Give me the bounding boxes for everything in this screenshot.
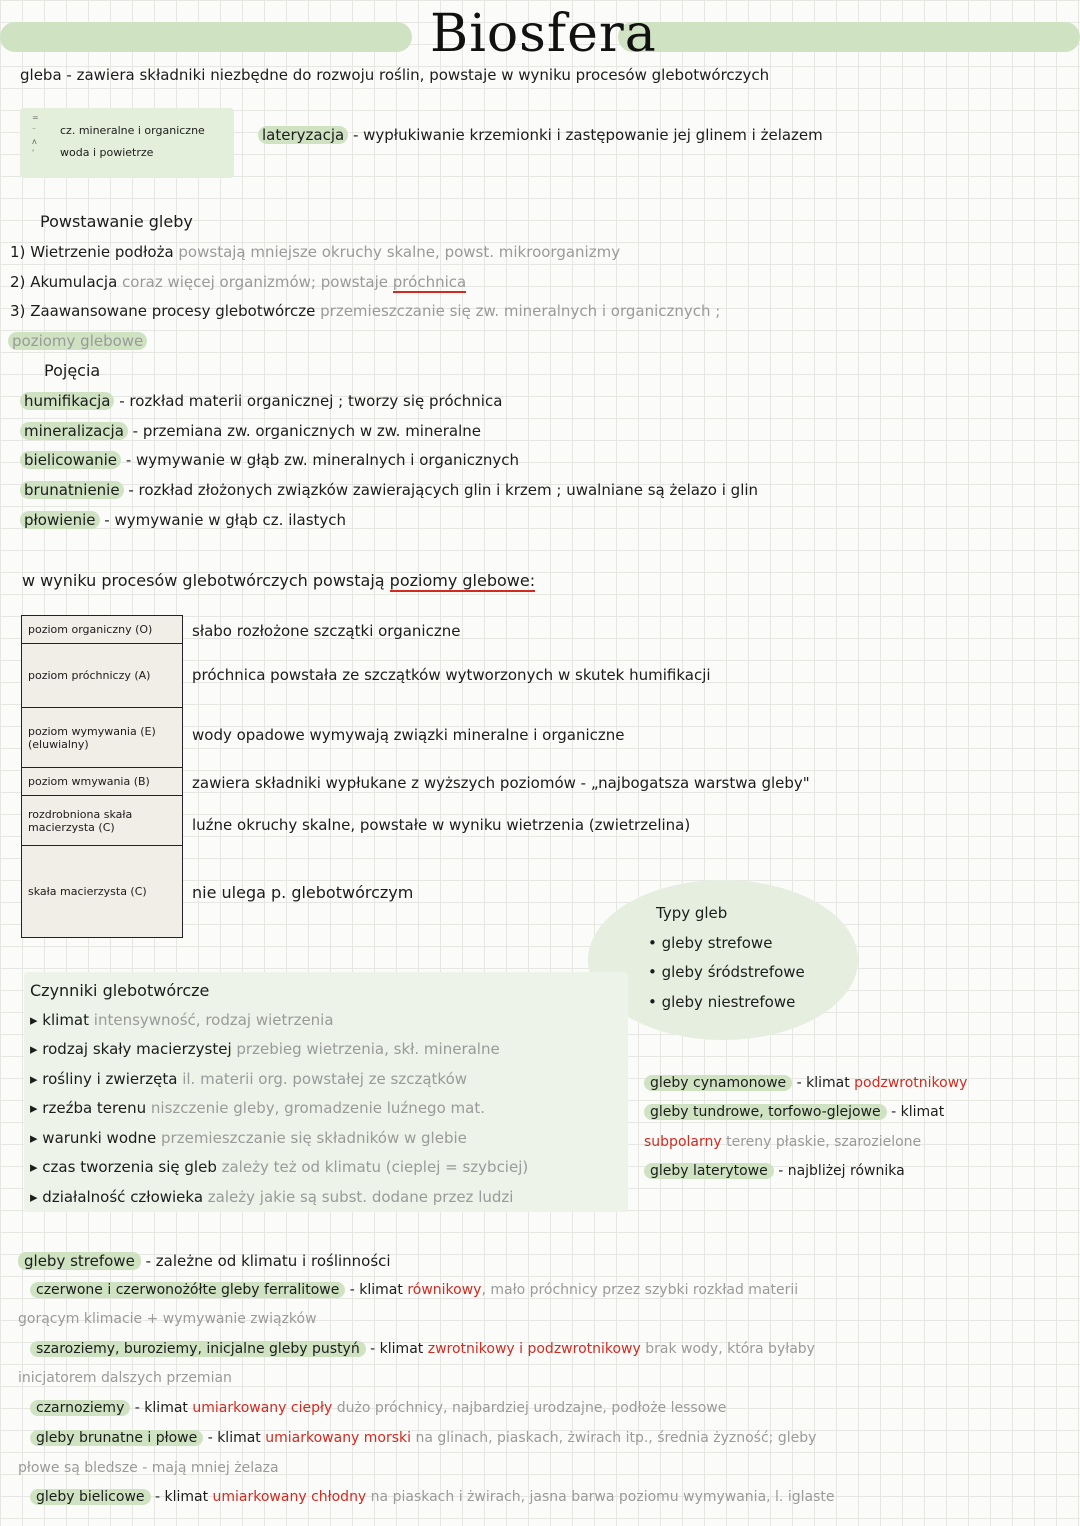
composition-line-2: woda i powietrze xyxy=(60,146,154,159)
concept-text: - wymywanie w głąb zw. mineralnych i organicznych xyxy=(121,451,519,469)
formation-tail-text: poziomy glebowe xyxy=(8,332,147,350)
step-number: 2) xyxy=(10,273,26,291)
zonal-line-4 xyxy=(30,1341,815,1357)
zonal-text: - klimat xyxy=(345,1282,408,1298)
step-note: coraz więcej organizmów; powstaje xyxy=(117,273,393,291)
zonal-text: - zależne od klimatu i roślinności xyxy=(140,1252,391,1270)
title-bar-left xyxy=(0,22,412,52)
intro-text: - zawiera składniki niezbędne do rozwoju roślin, powstaje w wyniku procesów glebotwórczych xyxy=(61,66,770,84)
factor-note: przebieg wietrzenia, skł. mineralne xyxy=(231,1040,500,1058)
horizon-label: poziom wmywania (B) xyxy=(22,768,183,796)
concept-text: - rozkład materii organicznej ; tworzy się próchnica xyxy=(114,392,503,410)
box-marks: = ⁻ ʌ ʹ xyxy=(32,113,39,158)
factor-main: ▸ klimat xyxy=(30,1011,90,1029)
zonal-text: - klimat xyxy=(203,1430,266,1446)
horizon-label: poziom próchniczy (A) xyxy=(22,644,183,708)
concept-term: bielicowanie xyxy=(20,451,121,469)
horizons-table xyxy=(21,615,183,938)
zonal-term: gleby bielicowe xyxy=(30,1489,151,1505)
concept-text: - rozkład złożonych związków zawierających glin i krzem ; uwalniane są żelazo i glin xyxy=(123,481,759,499)
formation-tail xyxy=(8,332,147,350)
factor-note: zależy też od klimatu (cieplej = szybciej) xyxy=(216,1158,529,1176)
horizon-desc: nie ulega p. glebotwórczym xyxy=(192,883,414,902)
zonal-red: umiarkowany ciepły xyxy=(192,1400,333,1416)
intrazonal-term: gleby tundrowe, torfowo-glejowe xyxy=(644,1104,887,1120)
zonal-line-7 xyxy=(30,1430,816,1446)
intrazonal-red: podzwrotnikowy xyxy=(854,1075,968,1091)
horizon-desc: próchnica powstała ze szczątków wytworzonych w skutek humifikacji xyxy=(192,666,711,684)
concept-text: - przemiana zw. organicznych w zw. mineralne xyxy=(127,422,481,440)
formation-step-2 xyxy=(10,273,466,291)
intrazonal-term: gleby cynamonowe xyxy=(644,1075,792,1091)
zonal-term: szaroziemy, buroziemy, inicjalne gleby pustyń xyxy=(30,1341,366,1357)
factor-main: ▸ czas tworzenia się gleb xyxy=(30,1158,217,1176)
zonal-line-3: gorącym klimacie + wymywanie związków xyxy=(18,1311,317,1327)
factor-note: il. materii org. powstałej ze szczątków xyxy=(177,1070,468,1088)
intrazonal-text: - klimat xyxy=(886,1104,945,1120)
factor-main: ▸ działalność człowieka xyxy=(30,1188,204,1206)
zonal-note: dużo próchnicy, najbardziej urodzajne, podłoże lessowe xyxy=(332,1400,727,1416)
step-note: powstają mniejsze okruchy skalne, powst. mikroorganizmy xyxy=(173,243,621,261)
factor-note: niszczenie gleby, gromadzenie luźnego mat. xyxy=(146,1099,485,1117)
lateryzacja-term: lateryzacja xyxy=(258,126,348,144)
zonal-line-2 xyxy=(30,1282,798,1298)
step-main: Akumulacja xyxy=(30,273,118,291)
zonal-text: - klimat xyxy=(365,1341,428,1357)
factor-row xyxy=(30,1188,513,1206)
intro-term: gleba xyxy=(20,66,62,84)
concept-term: humifikacja xyxy=(20,392,114,410)
soil-type-item: • gleby śródstrefowe xyxy=(648,963,805,981)
horizon-label: poziom wymywania (E) (eluwialny) xyxy=(22,708,183,768)
intrazonal-text: - najbliżej równika xyxy=(773,1163,905,1179)
zonal-note: na piaskach i żwirach, jasna barwa poziomu wymywania, l. iglaste xyxy=(366,1489,835,1505)
concept-term: mineralizacja xyxy=(20,422,128,440)
factors-heading: Czynniki glebotwórcze xyxy=(30,981,210,1000)
zonal-note: brak wody, która byłaby xyxy=(640,1341,815,1357)
horizon-desc: wody opadowe wymywają związki mineralne i organiczne xyxy=(192,726,625,744)
intrazonal-red: subpolarny xyxy=(644,1134,722,1150)
zonal-red: równikowy xyxy=(407,1282,482,1298)
intrazonal-line-1 xyxy=(644,1075,967,1091)
horizon-label: poziom organiczny (O) xyxy=(22,616,183,644)
lateryzacja-line xyxy=(258,126,823,144)
zonal-note: na glinach, piaskach, żwirach itp., średnia żyzność; gleby xyxy=(411,1430,817,1446)
factor-note: przemieszczanie się składników w glebie xyxy=(156,1129,467,1147)
zonal-line-5: inicjatorem dalszych przemian xyxy=(18,1370,232,1386)
zonal-red: umiarkowany morski xyxy=(265,1430,412,1446)
zonal-term: gleby brunatne i płowe xyxy=(30,1430,203,1446)
factor-note: zależy jakie są subst. dodane przez ludzi xyxy=(203,1188,514,1206)
intrazonal-line-4 xyxy=(644,1163,905,1179)
composition-box xyxy=(20,108,234,178)
title-bar-right xyxy=(618,22,1080,52)
horizon-desc: słabo rozłożone szczątki organiczne xyxy=(192,622,461,640)
composition-line-1: cz. mineralne i organiczne xyxy=(60,124,205,137)
zonal-line-9 xyxy=(30,1489,834,1505)
factor-row xyxy=(30,1011,334,1029)
soil-type-item: • gleby strefowe xyxy=(648,934,773,952)
step-main: Zaawansowane procesy glebotwórcze xyxy=(30,302,316,320)
zonal-text: - klimat xyxy=(150,1489,213,1505)
lateryzacja-text: - wypłukiwanie krzemionki i zastępowanie jej glinem i żelazem xyxy=(348,126,823,144)
intrazonal-text: tereny płaskie, szarozielone xyxy=(721,1134,922,1150)
zonal-term: gleby strefowe xyxy=(18,1252,141,1270)
concept-row xyxy=(20,451,519,469)
factor-main: ▸ rzeźba terenu xyxy=(30,1099,147,1117)
factor-main: ▸ rośliny i zwierzęta xyxy=(30,1070,178,1088)
factors-panel xyxy=(24,972,628,1212)
horizon-label: skała macierzysta (C) xyxy=(22,846,183,938)
zonal-red: zwrotnikowy i podzwrotnikowy xyxy=(427,1341,641,1357)
concept-row xyxy=(20,481,758,499)
step-number: 3) xyxy=(10,302,26,320)
step-extra: próchnica xyxy=(392,273,467,291)
zonal-term: czerwone i czerwonożółte gleby ferralitowe xyxy=(30,1282,345,1298)
formation-step-1 xyxy=(10,243,620,261)
factor-note: intensywność, rodzaj wietrzenia xyxy=(89,1011,334,1029)
intrazonal-line-3 xyxy=(644,1134,921,1150)
zonal-term: czarnoziemy xyxy=(30,1400,130,1416)
step-main: Wietrzenie podłoża xyxy=(30,243,174,261)
horizon-desc: luźne okruchy skalne, powstałe w wyniku wietrzenia (zwietrzelina) xyxy=(192,816,691,834)
horizons-intro xyxy=(22,571,535,590)
zonal-line-6 xyxy=(30,1400,726,1416)
formation-step-3 xyxy=(10,302,720,320)
horizons-intro-highlight: poziomy glebowe: xyxy=(389,571,536,590)
zonal-text: - klimat xyxy=(130,1400,193,1416)
concept-row xyxy=(20,392,502,410)
intrazonal-term: gleby laterytowe xyxy=(644,1163,774,1179)
horizon-label: rozdrobniona skała macierzysta (C) xyxy=(22,796,183,846)
zonal-red: umiarkowany chłodny xyxy=(212,1489,367,1505)
horizons-intro-text: w wyniku procesów glebotwórczych powstają xyxy=(22,571,390,590)
formation-heading: Powstawanie gleby xyxy=(40,212,193,231)
intrazonal-line-2 xyxy=(644,1104,944,1120)
factor-main: ▸ warunki wodne xyxy=(30,1129,157,1147)
intrazonal-text: - klimat xyxy=(792,1075,855,1091)
factor-row xyxy=(30,1158,528,1176)
concepts-heading: Pojęcia xyxy=(44,361,101,380)
factor-row xyxy=(30,1129,467,1147)
horizon-desc: zawiera składniki wypłukane z wyższych poziomów - „najbogatsza warstwa gleby" xyxy=(192,774,810,792)
factor-row xyxy=(30,1099,485,1117)
soil-type-item: • gleby niestrefowe xyxy=(648,993,796,1011)
concept-term: brunatnienie xyxy=(20,481,124,499)
factor-row xyxy=(30,1070,467,1088)
soil-types-heading: Typy gleb xyxy=(656,904,728,922)
concept-term: płowienie xyxy=(20,511,100,529)
page-title: Biosfera xyxy=(430,4,657,64)
zonal-line-1 xyxy=(18,1252,391,1270)
step-number: 1) xyxy=(10,243,26,261)
concept-row xyxy=(20,422,481,440)
zonal-note: , mało próchnicy przez szybki rozkład materii xyxy=(481,1282,799,1298)
factor-main: ▸ rodzaj skały macierzystej xyxy=(30,1040,232,1058)
zonal-line-8: płowe są bledsze - mają mniej żelaza xyxy=(18,1460,279,1476)
step-note: przemieszczanie się zw. mineralnych i organicznych ; xyxy=(315,302,721,320)
intro-line xyxy=(20,66,769,84)
concept-text: - wymywanie w głąb cz. ilastych xyxy=(99,511,347,529)
concept-row xyxy=(20,511,346,529)
factor-row xyxy=(30,1040,500,1058)
